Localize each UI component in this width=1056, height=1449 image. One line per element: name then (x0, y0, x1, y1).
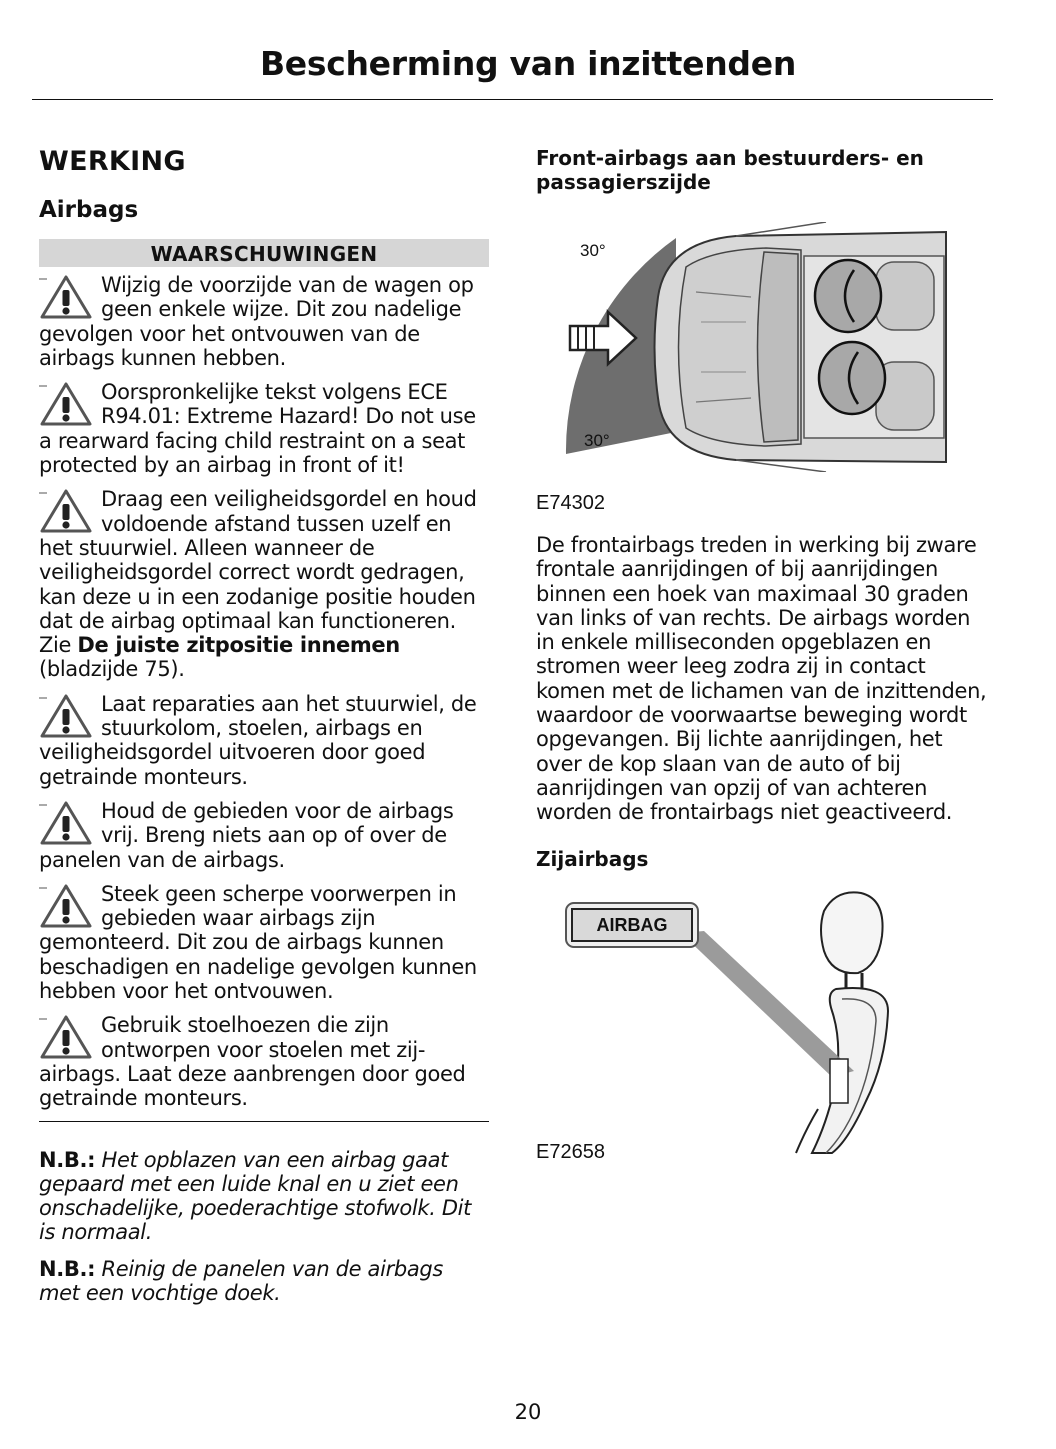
note-label: N.B.: (39, 1147, 96, 1172)
warning-text: Houd de gebieden voor de airbags vrij. Breng niets aan op of over de panelen van de airbags. (39, 798, 454, 872)
side-airbag-figure (536, 881, 956, 1161)
front-airbags-heading: Front-airbags aan bestuurders- en passagierszijde (536, 146, 924, 194)
warning-item (39, 692, 489, 789)
page-title: Bescherming van inzittenden (259, 44, 797, 83)
warning-triangle-icon (39, 273, 93, 321)
warning-item (39, 799, 489, 872)
warning-text: Laat reparaties aan het stuurwiel, de stuurkolom, stoelen, airbags en veiligheidsgordel uitvoeren door goed getrainde monteurs. (39, 691, 477, 789)
warning-item (39, 273, 489, 370)
warnings-divider (39, 1121, 489, 1122)
warning-text: Draag een veiligheidsgordel en houd voldoende afstand tussen uzelf en het stuurwiel. Alleen wanneer de veiligheidsgordel correct wordt gedragen, kan deze u in een zodanige positie houden dat de airbag optimaal kan functioneren. Zie (39, 487, 477, 658)
warning-triangle-icon (39, 799, 93, 847)
angle-label-bottom: 30° (584, 431, 610, 450)
cross-reference-link[interactable]: De juiste zitpositie innemen (77, 633, 400, 658)
seat-illustration (796, 892, 888, 1153)
header-divider (32, 99, 993, 100)
car-body (655, 222, 947, 472)
note-label: N.B.: (39, 1256, 96, 1281)
warning-item (39, 487, 489, 681)
airbag-tag-on-seat (830, 1059, 848, 1103)
front-airbag-figure (536, 222, 956, 472)
warning-triangle-icon (39, 380, 93, 428)
warning-text: Gebruik stoelhoezen die zijn ontworpen voor stoelen met zij-airbags. Laat deze aanbrengen door goed getrainde monteurs. (39, 1013, 466, 1111)
side-airbags-heading: Zijairbags (536, 846, 649, 871)
warning-text: Oorspronkelijke tekst volgens ECE R94.01: Extreme Hazard! Do not use a rearward facing child restraint on a seat protected by an airbag in front of it! (39, 380, 476, 478)
warning-item (39, 1013, 489, 1110)
warning-triangle-icon (39, 692, 93, 740)
note-text: Het opblazen van een airbag gaat gepaard met een luide knal en u ziet een onschadelijke, poederachtige stofwolk. Dit is normaal. (39, 1147, 472, 1245)
warning-item (39, 380, 489, 477)
note-text: Reinig de panelen van de airbags met een vochtige doek. (39, 1256, 443, 1305)
driver-airbag (815, 260, 881, 332)
front-airbags-text: De frontairbags treden in werking bij zware frontale aanrijdingen of bij aanrijdingen binnen een hoek van maximaal 30 graden van links of van rechts. De airbags worden in enkele milliseconden opgeblazen en stromen weer leeg zodra zij in contact komen met de lichamen van de inzittenden, waardoor de voorwaartse beweging wordt opgevangen. Bij lichte aanrijdingen, het over de kop slaan van de auto of bij aanrijdingen van opzij of van achteren worden de frontairbags niet geactiveerd. (536, 533, 987, 825)
note (39, 1257, 489, 1306)
section-title: WERKING (39, 146, 186, 177)
note (39, 1148, 489, 1245)
warning-item (39, 882, 489, 1003)
warning-triangle-icon (39, 487, 93, 535)
page-number: 20 (514, 1400, 542, 1424)
warnings-list (39, 273, 489, 1111)
side-figure-code: E72658 (536, 1140, 605, 1163)
warning-triangle-icon (39, 1013, 93, 1061)
warning-triangle-icon (39, 882, 93, 930)
front-figure-code: E74302 (536, 492, 605, 514)
right-column (536, 140, 991, 1164)
angle-label-top: 30° (580, 241, 606, 260)
subsection-title: Airbags (39, 197, 139, 223)
warning-text: Wijzig de voorzijde van de wagen op geen enkele wijze. Dit zou nadelige gevolgen voor het ontvouwen van de airbags kunnen hebben. (39, 273, 474, 370)
warning-text: Steek geen scherpe voorwerpen in gebieden waar airbags zijn gemonteerd. Dit zou de airbags kunnen beschadigen en nadelige gevolgen kunnen hebben voor het ontvouwen. (39, 881, 477, 1004)
warnings-heading: WAARSCHUWINGEN (39, 239, 489, 267)
airbag-label: AIRBAG (596, 914, 668, 935)
warning-text-suffix: (bladzijde 75). (39, 657, 185, 682)
passenger-airbag (819, 342, 885, 414)
left-column (39, 140, 489, 1305)
notes-list (39, 1148, 489, 1306)
